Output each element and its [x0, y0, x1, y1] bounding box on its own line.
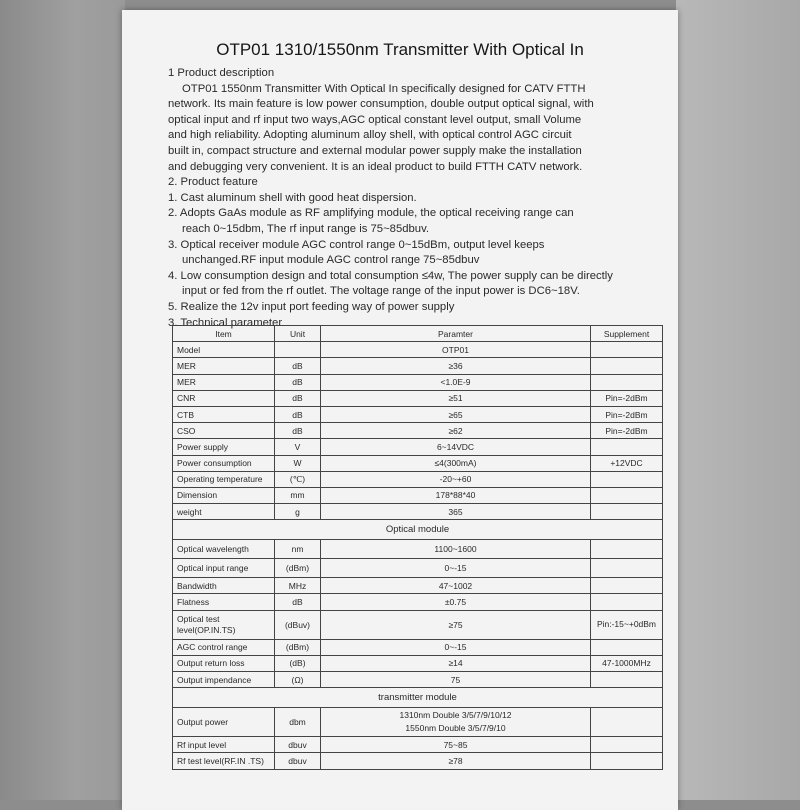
cell-item: Rf input level [173, 737, 275, 753]
cell-unit: V [275, 439, 321, 455]
text-line: optical input and rf input two ways,AGC optical constant level output, small Volume [168, 113, 582, 126]
table-row [173, 737, 663, 753]
section-label: Optical module [173, 520, 663, 540]
text-line: unchanged.RF input module AGC control range 75~85dbuv [182, 254, 480, 267]
cell-supplement [591, 708, 663, 737]
text-line: 2. Product feature [168, 176, 258, 189]
cell-supplement: Pin=-2dBm [591, 390, 663, 406]
cell-supplement [591, 753, 663, 769]
cell-unit: nm [275, 540, 321, 559]
cell-supplement [591, 578, 663, 594]
table-header-row [173, 326, 663, 342]
cell-unit: dB [275, 423, 321, 439]
cell-unit: (dBm) [275, 559, 321, 578]
cell-supplement [591, 504, 663, 520]
cell-supplement [591, 594, 663, 610]
table-row [173, 487, 663, 503]
cell-supplement [591, 672, 663, 688]
header-unit: Unit [275, 326, 321, 342]
cell-parameter: 47~1002 [321, 578, 591, 594]
cell-item: weight [173, 504, 275, 520]
table-body [173, 342, 663, 769]
table-row [173, 578, 663, 594]
cell-unit: MHz [275, 578, 321, 594]
cell-unit: dbuv [275, 737, 321, 753]
cell-parameter: 75 [321, 672, 591, 688]
cell-unit: W [275, 455, 321, 471]
table-row [173, 455, 663, 471]
cell-unit: dB [275, 594, 321, 610]
cell-parameter: ±0.75 [321, 594, 591, 610]
cell-unit: dB [275, 358, 321, 374]
text-line: 5. Realize the 12v input port feeding way of power supply [168, 300, 455, 313]
cell-parameter: ≥51 [321, 390, 591, 406]
text-line: 3. Technical parameter [168, 316, 283, 329]
cell-item: CNR [173, 390, 275, 406]
cell-item: Model [173, 342, 275, 358]
table-row [173, 471, 663, 487]
cell-unit: (dB) [275, 655, 321, 671]
cell-item: AGC control range [173, 639, 275, 655]
technical-parameter-table [172, 325, 663, 770]
header-paramter: Paramter [321, 326, 591, 342]
text-line: 2. Adopts GaAs module as RF amplifying module, the optical receiving range can [168, 207, 574, 220]
table-row [173, 374, 663, 390]
cell-item: Optical input range [173, 559, 275, 578]
document-title: OTP01 1310/1550nm Transmitter With Optical In [216, 40, 584, 59]
text-line: and high reliability. Adopting aluminum alloy shell, with optical control AGC circuit [168, 129, 572, 142]
cell-supplement [591, 471, 663, 487]
cell-unit: mm [275, 487, 321, 503]
cell-parameter: 75~85 [321, 737, 591, 753]
cell-parameter: <1.0E-9 [321, 374, 591, 390]
cell-supplement: +12VDC [591, 455, 663, 471]
cell-parameter: 365 [321, 504, 591, 520]
table-row [173, 610, 663, 639]
cell-item: MER [173, 374, 275, 390]
cell-unit: (Ω) [275, 672, 321, 688]
text-line: and debugging very convenient. It is an ideal product to build FTTH CATV network. [168, 160, 583, 173]
cell-item: Bandwidth [173, 578, 275, 594]
text-line: 4. Low consumption design and total consumption ≤4w, The power supply can be directly [168, 269, 613, 282]
cell-supplement [591, 559, 663, 578]
table-row [173, 390, 663, 406]
cell-parameter: ≥36 [321, 358, 591, 374]
cell-supplement: Pin=-2dBm [591, 406, 663, 422]
document-body [168, 66, 673, 331]
text-line: 1 Product description [168, 67, 275, 79]
table-row [173, 559, 663, 578]
cell-unit: g [275, 504, 321, 520]
cell-item: Operating temperature [173, 471, 275, 487]
cell-parameter: ≥14 [321, 655, 591, 671]
cell-unit [275, 342, 321, 358]
table-row [173, 504, 663, 520]
cell-item: MER [173, 358, 275, 374]
cell-item: CTB [173, 406, 275, 422]
background-right [676, 0, 800, 800]
cell-parameter: ≥78 [321, 753, 591, 769]
cell-supplement: Pin:-15~+0dBm [591, 610, 663, 639]
background-left [0, 0, 125, 800]
cell-parameter: 0~-15 [321, 559, 591, 578]
table-row [173, 672, 663, 688]
table-row [173, 423, 663, 439]
cell-parameter: 178*88*40 [321, 487, 591, 503]
table-row [173, 439, 663, 455]
table-row [173, 342, 663, 358]
cell-parameter: ≤4(300mA) [321, 455, 591, 471]
cell-parameter: OTP01 [321, 342, 591, 358]
cell-unit: dB [275, 374, 321, 390]
cell-parameter: -20~+60 [321, 471, 591, 487]
cell-supplement: Pin=-2dBm [591, 423, 663, 439]
cell-item: Output return loss [173, 655, 275, 671]
datasheet-page [122, 10, 678, 810]
cell-parameter: ≥62 [321, 423, 591, 439]
cell-line: 1550nm Double 3/5/7/9/10 [405, 723, 506, 734]
cell-item: CSO [173, 423, 275, 439]
cell-parameter: ≥75 [321, 610, 591, 639]
section-label: transmitter module [173, 688, 663, 708]
text-line: 3. Optical receiver module AGC control range 0~15dBm, output level keeps [168, 238, 545, 251]
cell-parameter: 1100~1600 [321, 540, 591, 559]
section-row [173, 688, 663, 708]
cell-supplement [591, 737, 663, 753]
cell-supplement [591, 342, 663, 358]
text-line: network. Its main feature is low power consumption, double output optical signal, with [168, 98, 594, 111]
cell-supplement: 47-1000MHz [591, 655, 663, 671]
cell-unit: dB [275, 406, 321, 422]
cell-unit: (℃) [275, 471, 321, 487]
cell-unit: dbm [275, 708, 321, 737]
table-row [173, 594, 663, 610]
cell-supplement [591, 358, 663, 374]
cell-parameter: 0~-15 [321, 639, 591, 655]
cell-unit: dB [275, 390, 321, 406]
section-row [173, 520, 663, 540]
header-item: Item [173, 326, 275, 342]
cell-supplement [591, 487, 663, 503]
table-row [173, 639, 663, 655]
cell-item: Flatness [173, 594, 275, 610]
cell-supplement [591, 540, 663, 559]
cell-unit: (dBm) [275, 639, 321, 655]
text-line: input or fed from the rf outlet. The voltage range of the input power is DC6~18V. [182, 285, 580, 298]
cell-item: Output power [173, 708, 275, 737]
cell-supplement [591, 639, 663, 655]
table-row [173, 540, 663, 559]
table-row [173, 753, 663, 769]
header-supplement: Supplement [591, 326, 663, 342]
table-row [173, 358, 663, 374]
cell-parameter: 6~14VDC [321, 439, 591, 455]
cell-unit: (dBuv) [275, 610, 321, 639]
cell-unit: dbuv [275, 753, 321, 769]
cell-item: Rf test level(RF.IN .TS) [173, 753, 275, 769]
cell-supplement [591, 439, 663, 455]
cell-item: Optical wavelength [173, 540, 275, 559]
cell-parameter: ≥65 [321, 406, 591, 422]
cell-parameter [321, 708, 591, 737]
text-line: built in, compact structure and external modular power supply make the installation [168, 144, 582, 157]
text-line: OTP01 1550nm Transmitter With Optical In specifically designed for CATV FTTH [182, 82, 586, 95]
text-line: reach 0~15dbm, The rf input range is 75~85dbuv. [182, 222, 430, 235]
cell-item: Power consumption [173, 455, 275, 471]
cell-item: Optical test level(OP.IN.TS) [173, 610, 275, 639]
table-row [173, 655, 663, 671]
text-line: 1. Cast aluminum shell with good heat dispersion. [168, 191, 417, 204]
cell-item: Dimension [173, 487, 275, 503]
cell-line: 1310nm Double 3/5/7/9/10/12 [399, 710, 512, 721]
table-row [173, 406, 663, 422]
cell-item: Power supply [173, 439, 275, 455]
cell-supplement [591, 374, 663, 390]
table-row [173, 708, 663, 737]
cell-item: Output impendance [173, 672, 275, 688]
